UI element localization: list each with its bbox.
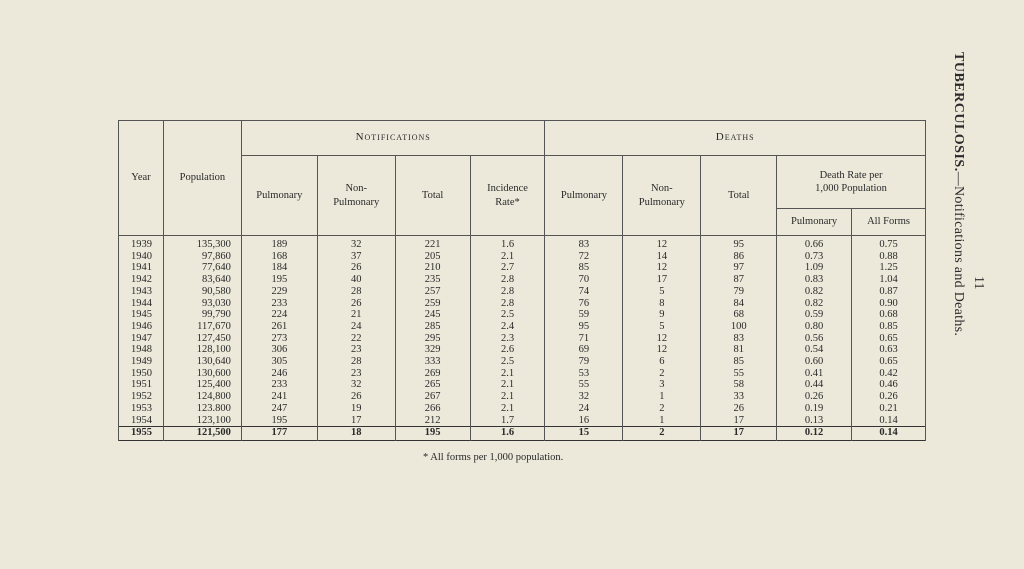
cell-death-rate-all-forms: 0.63 xyxy=(852,344,926,356)
cell-notif-pulmonary: 306 xyxy=(241,344,317,356)
cell-deaths-total: 58 xyxy=(701,379,777,391)
cell-deaths-pulmonary: 15 xyxy=(545,427,623,441)
cell-notif-non-pulmonary: 26 xyxy=(317,298,395,310)
cell-notif-pulmonary: 305 xyxy=(241,356,317,368)
header-deaths-pulmonary: Pulmonary xyxy=(545,156,623,236)
cell-death-rate-all-forms: 0.68 xyxy=(852,309,926,321)
page-number: 11 xyxy=(971,276,986,290)
caption-title: TUBERCULOSIS. xyxy=(951,52,966,172)
cell-notif-total: 329 xyxy=(395,344,470,356)
tuberculosis-table xyxy=(118,120,926,441)
cell-incidence-rate: 2.8 xyxy=(470,298,545,310)
cell-deaths-non-pulmonary: 17 xyxy=(623,274,701,286)
cell-death-rate-pulmonary: 0.82 xyxy=(777,298,852,310)
cell-deaths-non-pulmonary: 14 xyxy=(623,251,701,263)
cell-notif-total: 267 xyxy=(395,391,470,403)
cell-notif-non-pulmonary: 32 xyxy=(317,379,395,391)
cell-deaths-non-pulmonary: 3 xyxy=(623,379,701,391)
cell-notif-total: 295 xyxy=(395,333,470,345)
cell-notif-pulmonary: 177 xyxy=(241,427,317,441)
cell-death-rate-pulmonary: 0.13 xyxy=(777,415,852,427)
cell-deaths-total: 97 xyxy=(701,262,777,274)
cell-deaths-total: 87 xyxy=(701,274,777,286)
cell-incidence-rate: 2.3 xyxy=(470,333,545,345)
header-notif-total: Total xyxy=(395,156,470,236)
cell-notif-non-pulmonary: 23 xyxy=(317,368,395,380)
cell-deaths-total: 84 xyxy=(701,298,777,310)
cell-death-rate-all-forms: 0.88 xyxy=(852,251,926,263)
cell-deaths-pulmonary: 83 xyxy=(545,236,623,251)
cell-notif-pulmonary: 233 xyxy=(241,298,317,310)
cell-deaths-non-pulmonary: 2 xyxy=(623,427,701,441)
cell-death-rate-pulmonary: 0.54 xyxy=(777,344,852,356)
cell-notif-pulmonary: 189 xyxy=(241,236,317,251)
cell-deaths-total: 95 xyxy=(701,236,777,251)
header-death-rate-all-forms: All Forms xyxy=(852,209,926,236)
cell-death-rate-all-forms: 0.87 xyxy=(852,286,926,298)
table-row xyxy=(119,262,926,274)
cell-notif-total: 257 xyxy=(395,286,470,298)
cell-deaths-non-pulmonary: 9 xyxy=(623,309,701,321)
cell-death-rate-pulmonary: 0.19 xyxy=(777,403,852,415)
cell-year: 1954 xyxy=(119,415,164,427)
cell-deaths-total: 68 xyxy=(701,309,777,321)
cell-deaths-pulmonary: 24 xyxy=(545,403,623,415)
cell-notif-total: 245 xyxy=(395,309,470,321)
cell-death-rate-all-forms: 0.85 xyxy=(852,321,926,333)
table-row xyxy=(119,415,926,427)
cell-notif-non-pulmonary: 24 xyxy=(317,321,395,333)
cell-incidence-rate: 2.7 xyxy=(470,262,545,274)
cell-deaths-pulmonary: 70 xyxy=(545,274,623,286)
cell-death-rate-all-forms: 0.65 xyxy=(852,333,926,345)
cell-notif-pulmonary: 168 xyxy=(241,251,317,263)
table-row xyxy=(119,368,926,380)
cell-notif-pulmonary: 273 xyxy=(241,333,317,345)
cell-deaths-total: 33 xyxy=(701,391,777,403)
cell-death-rate-all-forms: 1.04 xyxy=(852,274,926,286)
cell-notif-non-pulmonary: 17 xyxy=(317,415,395,427)
cell-notif-pulmonary: 229 xyxy=(241,286,317,298)
cell-deaths-non-pulmonary: 1 xyxy=(623,415,701,427)
cell-population: 124,800 xyxy=(163,391,241,403)
cell-death-rate-all-forms: 0.90 xyxy=(852,298,926,310)
cell-population: 77,640 xyxy=(163,262,241,274)
cell-deaths-non-pulmonary: 2 xyxy=(623,368,701,380)
cell-deaths-total: 26 xyxy=(701,403,777,415)
table-row xyxy=(119,403,926,415)
cell-notif-non-pulmonary: 23 xyxy=(317,344,395,356)
cell-population: 130,600 xyxy=(163,368,241,380)
cell-incidence-rate: 2.1 xyxy=(470,251,545,263)
cell-incidence-rate: 2.1 xyxy=(470,368,545,380)
header-population: Population xyxy=(163,121,241,236)
cell-year: 1952 xyxy=(119,391,164,403)
cell-notif-non-pulmonary: 26 xyxy=(317,391,395,403)
cell-notif-pulmonary: 233 xyxy=(241,379,317,391)
cell-death-rate-all-forms: 0.75 xyxy=(852,236,926,251)
cell-notif-pulmonary: 246 xyxy=(241,368,317,380)
header-year: Year xyxy=(119,121,164,236)
cell-deaths-total: 55 xyxy=(701,368,777,380)
table-row xyxy=(119,379,926,391)
cell-year: 1948 xyxy=(119,344,164,356)
cell-deaths-non-pulmonary: 12 xyxy=(623,344,701,356)
cell-year: 1949 xyxy=(119,356,164,368)
cell-death-rate-pulmonary: 0.41 xyxy=(777,368,852,380)
cell-notif-pulmonary: 247 xyxy=(241,403,317,415)
tuberculosis-table-container xyxy=(118,120,926,441)
cell-death-rate-all-forms: 0.21 xyxy=(852,403,926,415)
cell-deaths-non-pulmonary: 1 xyxy=(623,391,701,403)
cell-notif-non-pulmonary: 18 xyxy=(317,427,395,441)
cell-deaths-pulmonary: 95 xyxy=(545,321,623,333)
cell-year: 1940 xyxy=(119,251,164,263)
cell-year: 1942 xyxy=(119,274,164,286)
cell-deaths-non-pulmonary: 5 xyxy=(623,321,701,333)
cell-notif-non-pulmonary: 26 xyxy=(317,262,395,274)
cell-death-rate-pulmonary: 0.59 xyxy=(777,309,852,321)
cell-deaths-total: 79 xyxy=(701,286,777,298)
cell-incidence-rate: 2.1 xyxy=(470,379,545,391)
table-row xyxy=(119,309,926,321)
cell-year: 1955 xyxy=(119,427,164,441)
cell-notif-non-pulmonary: 32 xyxy=(317,236,395,251)
cell-deaths-non-pulmonary: 12 xyxy=(623,333,701,345)
cell-notif-total: 259 xyxy=(395,298,470,310)
footnote: * All forms per 1,000 population. xyxy=(423,452,564,463)
cell-notif-total: 235 xyxy=(395,274,470,286)
cell-deaths-pulmonary: 59 xyxy=(545,309,623,321)
cell-notif-pulmonary: 184 xyxy=(241,262,317,274)
cell-death-rate-pulmonary: 0.80 xyxy=(777,321,852,333)
cell-year: 1953 xyxy=(119,403,164,415)
cell-death-rate-pulmonary: 0.12 xyxy=(777,427,852,441)
cell-year: 1947 xyxy=(119,333,164,345)
cell-incidence-rate: 2.5 xyxy=(470,356,545,368)
table-row xyxy=(119,333,926,345)
table-row xyxy=(119,274,926,286)
cell-notif-total: 195 xyxy=(395,427,470,441)
cell-year: 1951 xyxy=(119,379,164,391)
cell-population: 123,100 xyxy=(163,415,241,427)
cell-deaths-total: 100 xyxy=(701,321,777,333)
cell-notif-total: 212 xyxy=(395,415,470,427)
table-row xyxy=(119,391,926,403)
cell-population: 130,640 xyxy=(163,356,241,368)
cell-death-rate-all-forms: 0.42 xyxy=(852,368,926,380)
cell-notif-total: 269 xyxy=(395,368,470,380)
header-death-rate: Death Rate per 1,000 Population xyxy=(777,156,926,209)
header-notifications: Notifications xyxy=(241,121,545,156)
cell-death-rate-all-forms: 0.46 xyxy=(852,379,926,391)
cell-year: 1944 xyxy=(119,298,164,310)
cell-notif-total: 265 xyxy=(395,379,470,391)
cell-death-rate-pulmonary: 0.82 xyxy=(777,286,852,298)
cell-death-rate-pulmonary: 0.66 xyxy=(777,236,852,251)
cell-death-rate-all-forms: 0.14 xyxy=(852,415,926,427)
header-deaths-total: Total xyxy=(701,156,777,236)
cell-population: 117,670 xyxy=(163,321,241,333)
cell-year: 1941 xyxy=(119,262,164,274)
cell-deaths-total: 17 xyxy=(701,427,777,441)
cell-notif-non-pulmonary: 28 xyxy=(317,286,395,298)
cell-death-rate-pulmonary: 0.73 xyxy=(777,251,852,263)
table-row xyxy=(119,344,926,356)
cell-population: 99,790 xyxy=(163,309,241,321)
cell-population: 135,300 xyxy=(163,236,241,251)
header-notif-non-pulmonary: Non- Pulmonary xyxy=(317,156,395,236)
cell-death-rate-all-forms: 0.65 xyxy=(852,356,926,368)
cell-death-rate-pulmonary: 0.44 xyxy=(777,379,852,391)
cell-deaths-total: 83 xyxy=(701,333,777,345)
cell-notif-non-pulmonary: 21 xyxy=(317,309,395,321)
header-deaths-non-pulmonary: Non- Pulmonary xyxy=(623,156,701,236)
cell-population: 123.800 xyxy=(163,403,241,415)
cell-population: 127,450 xyxy=(163,333,241,345)
cell-incidence-rate: 2.5 xyxy=(470,309,545,321)
table-row xyxy=(119,286,926,298)
cell-notif-non-pulmonary: 19 xyxy=(317,403,395,415)
cell-death-rate-all-forms: 0.14 xyxy=(852,427,926,441)
cell-notif-pulmonary: 241 xyxy=(241,391,317,403)
cell-incidence-rate: 2.1 xyxy=(470,391,545,403)
cell-death-rate-all-forms: 1.25 xyxy=(852,262,926,274)
table-row xyxy=(119,356,926,368)
cell-deaths-total: 17 xyxy=(701,415,777,427)
cell-incidence-rate: 2.8 xyxy=(470,274,545,286)
cell-population: 121,500 xyxy=(163,427,241,441)
cell-deaths-pulmonary: 53 xyxy=(545,368,623,380)
cell-deaths-non-pulmonary: 8 xyxy=(623,298,701,310)
cell-incidence-rate: 1.6 xyxy=(470,427,545,441)
cell-death-rate-pulmonary: 0.83 xyxy=(777,274,852,286)
cell-incidence-rate: 1.6 xyxy=(470,236,545,251)
cell-death-rate-pulmonary: 1.09 xyxy=(777,262,852,274)
cell-year: 1943 xyxy=(119,286,164,298)
cell-incidence-rate: 2.1 xyxy=(470,403,545,415)
cell-year: 1950 xyxy=(119,368,164,380)
cell-year: 1946 xyxy=(119,321,164,333)
caption-subtitle: —Notifications and Deaths. xyxy=(951,171,966,337)
cell-deaths-pulmonary: 71 xyxy=(545,333,623,345)
cell-year: 1939 xyxy=(119,236,164,251)
cell-notif-non-pulmonary: 28 xyxy=(317,356,395,368)
cell-population: 97,860 xyxy=(163,251,241,263)
cell-incidence-rate: 2.4 xyxy=(470,321,545,333)
cell-notif-total: 210 xyxy=(395,262,470,274)
side-caption xyxy=(950,52,966,336)
table-row xyxy=(119,236,926,251)
cell-population: 90,580 xyxy=(163,286,241,298)
cell-deaths-total: 81 xyxy=(701,344,777,356)
cell-death-rate-pulmonary: 0.56 xyxy=(777,333,852,345)
cell-deaths-pulmonary: 72 xyxy=(545,251,623,263)
cell-notif-total: 221 xyxy=(395,236,470,251)
cell-population: 93,030 xyxy=(163,298,241,310)
cell-death-rate-pulmonary: 0.26 xyxy=(777,391,852,403)
cell-deaths-non-pulmonary: 12 xyxy=(623,262,701,274)
cell-notif-non-pulmonary: 22 xyxy=(317,333,395,345)
cell-notif-total: 266 xyxy=(395,403,470,415)
table-row xyxy=(119,321,926,333)
cell-death-rate-all-forms: 0.26 xyxy=(852,391,926,403)
table-row xyxy=(119,427,926,441)
cell-deaths-pulmonary: 16 xyxy=(545,415,623,427)
cell-notif-total: 285 xyxy=(395,321,470,333)
header-deaths: Deaths xyxy=(545,121,926,156)
cell-deaths-non-pulmonary: 5 xyxy=(623,286,701,298)
cell-deaths-pulmonary: 74 xyxy=(545,286,623,298)
cell-deaths-pulmonary: 79 xyxy=(545,356,623,368)
cell-notif-pulmonary: 195 xyxy=(241,274,317,286)
cell-notif-pulmonary: 261 xyxy=(241,321,317,333)
cell-deaths-non-pulmonary: 2 xyxy=(623,403,701,415)
cell-notif-non-pulmonary: 40 xyxy=(317,274,395,286)
cell-incidence-rate: 1.7 xyxy=(470,415,545,427)
cell-incidence-rate: 2.6 xyxy=(470,344,545,356)
cell-deaths-pulmonary: 32 xyxy=(545,391,623,403)
table-row xyxy=(119,251,926,263)
table-row xyxy=(119,298,926,310)
cell-deaths-non-pulmonary: 6 xyxy=(623,356,701,368)
header-incidence-rate: Incidence Rate* xyxy=(470,156,545,236)
cell-deaths-pulmonary: 55 xyxy=(545,379,623,391)
cell-deaths-total: 86 xyxy=(701,251,777,263)
cell-deaths-pulmonary: 85 xyxy=(545,262,623,274)
cell-notif-non-pulmonary: 37 xyxy=(317,251,395,263)
cell-deaths-non-pulmonary: 12 xyxy=(623,236,701,251)
cell-population: 125,400 xyxy=(163,379,241,391)
cell-population: 83,640 xyxy=(163,274,241,286)
header-notif-pulmonary: Pulmonary xyxy=(241,156,317,236)
cell-population: 128,100 xyxy=(163,344,241,356)
cell-year: 1945 xyxy=(119,309,164,321)
cell-notif-total: 205 xyxy=(395,251,470,263)
cell-notif-pulmonary: 224 xyxy=(241,309,317,321)
cell-deaths-total: 85 xyxy=(701,356,777,368)
cell-incidence-rate: 2.8 xyxy=(470,286,545,298)
cell-notif-pulmonary: 195 xyxy=(241,415,317,427)
cell-death-rate-pulmonary: 0.60 xyxy=(777,356,852,368)
header-death-rate-pulmonary: Pulmonary xyxy=(777,209,852,236)
cell-deaths-pulmonary: 76 xyxy=(545,298,623,310)
cell-notif-total: 333 xyxy=(395,356,470,368)
table-body xyxy=(119,236,926,441)
cell-deaths-pulmonary: 69 xyxy=(545,344,623,356)
